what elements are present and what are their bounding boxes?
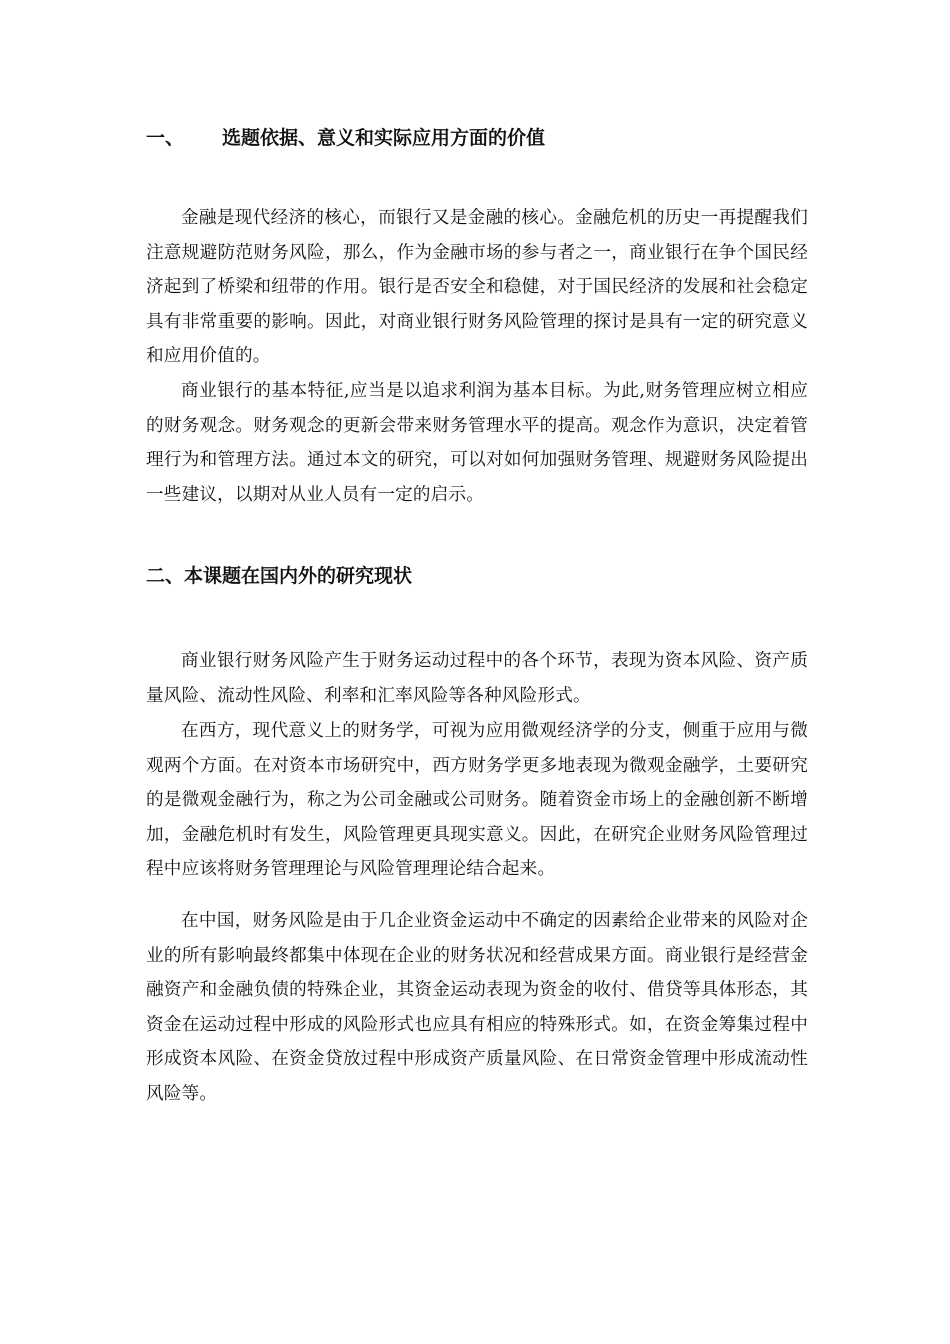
section-1-paragraph: 商业银行的基本特征,应当是以追求利润为基本目标。为此,财务管理应树立相应的财务观念。财务观念的更新会带来财务管理水平的提高。观念作为意识，决定着管理行为和管理方法。通过本文的研究，可以对如何加强财务管理、规避财务风险提出一些建议，以期对从业人员有一定的启示。 xyxy=(146,381,808,505)
section-1-title: 选题依据、意义和实际应用方面的价值 xyxy=(222,127,546,149)
section-2-paragraph: 商业银行财务风险产生于财务运动过程中的各个环节，表现为资本风险、资产质量风险、流动性风险、利率和汇率风险等各种风险形式。 xyxy=(146,651,808,706)
section-2-paragraph: 在西方，现代意义上的财务学，可视为应用微观经济学的分支，侧重于应用与微观两个方面。在对资本市场研究中，西方财务学更多地表现为微观金融学，土要研究的是微观金融行为，称之为公司金融或公司财务。随着资金市场上的金融创新不断增加，金融危机时有发生，风险管理更具现实意义。因此，在研究企业财务风险管理过程中应该将财务管理理论与风险管理理论结合起来。 xyxy=(146,721,808,879)
section-2-paragraph: 在中国，财务风险是由于几企业资金运动中不确定的因素给企业带来的风险对企业的所有影响最终都集中体现在企业的财务状况和经营成果方面。商业银行是经营金融资产和金融负债的特殊企业，其资金运动表现为资金的收付、借贷等具体形态，其资金在运动过程中形成的风险形式也应具有相应的特殊形式。如，在资金筹集过程中形成资本风险、在资金贷放过程中形成资产质量风险、在日常资金管理中形成流动性风险等。 xyxy=(146,911,808,1104)
section-1-heading xyxy=(146,126,545,150)
section-2-heading: 二、本课题在国内外的研究现状 xyxy=(146,565,413,587)
section-1-paragraph: 金融是现代经济的核心，而银行又是金融的核心。金融危机的历史一再提醒我们注意规避防范财务风险，那么，作为金融市场的参与者之一，商业银行在争个国民经济起到了桥梁和纽带的作用。银行是否安全和稳健，对于国民经济的发展和社会稳定具有非常重要的影响。因此，对商业银行财务风险管理的探讨是具有一定的研究意义和应用价值的。 xyxy=(146,208,808,366)
section-1-number: 一、 xyxy=(146,127,185,149)
